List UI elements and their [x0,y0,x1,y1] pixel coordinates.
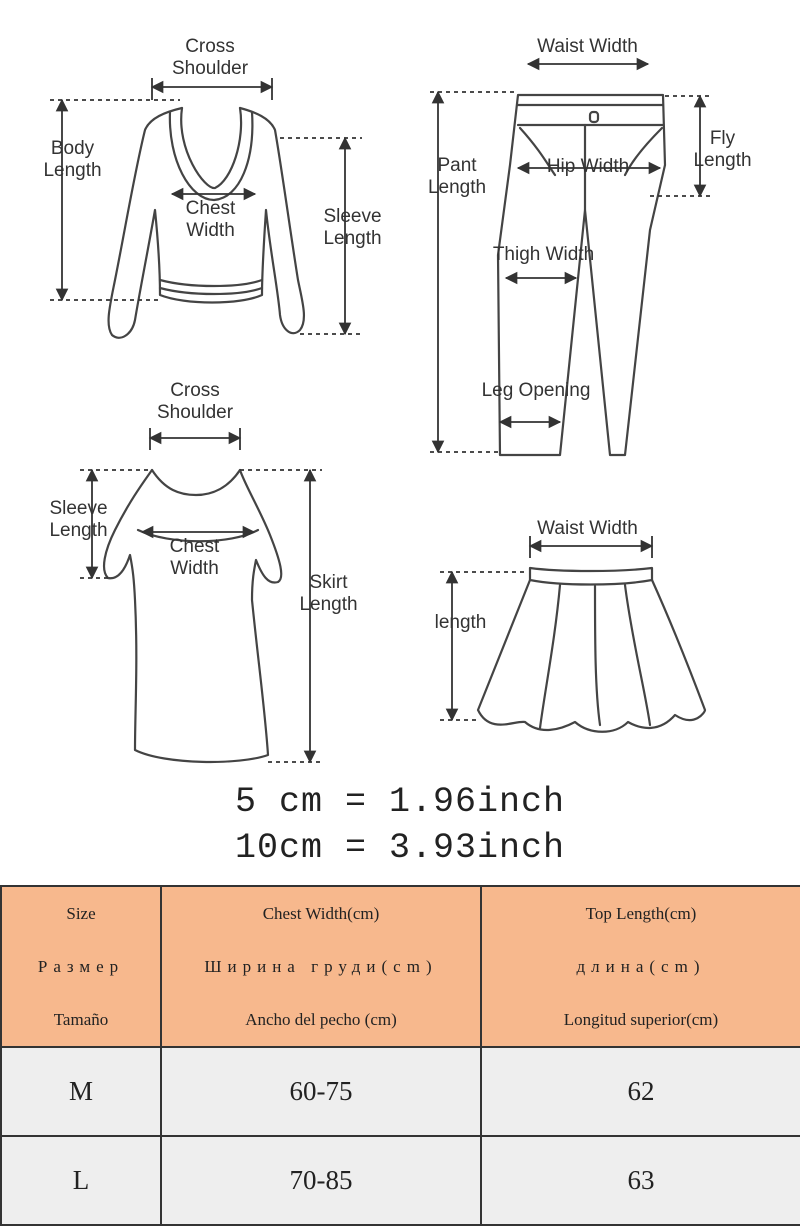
skirt-waist-width-label: Waist Width [537,518,638,539]
dress-chest-width-label: Chest Width [169,536,220,579]
header-chest-es: Ancho del pecho (cm) [245,1010,397,1029]
pant-length-label: Pant Length [427,155,487,198]
size-chart-table [0,885,800,1226]
cell-length: 62 [481,1047,800,1136]
dress-sleeve-length-label: Sleeve Length [49,498,108,541]
header-size-es: Tamaño [53,1010,109,1029]
skirt-length-measure-label: length [434,612,487,633]
header-chest-ru: Ширина груди(cm) [204,957,438,976]
header-length-es: Longitud superior(cm) [563,1010,719,1029]
header-size-en: Size [66,904,96,923]
cell-chest: 60-75 [161,1047,481,1136]
conversion-line-1: 5 cm = 1.96inch [234,782,566,822]
header-size [1,886,161,1047]
header-length-en: Top Length(cm) [585,904,697,923]
skirt-drawing [478,568,705,732]
pant-waist-width-label: Waist Width [537,36,638,57]
sleeve-length-label: Sleeve Length [323,206,382,249]
table-row [1,1136,800,1225]
dress-drawing [104,470,281,762]
body-length-label: Body Length [43,138,102,181]
cell-size: L [1,1136,161,1225]
thigh-width-label: Thigh Width [492,244,595,265]
header-chest-width [161,886,481,1047]
cell-chest: 70-85 [161,1136,481,1225]
header-length-ru: длина(cm) [576,957,706,976]
leg-opening-label: Leg Opening [481,380,591,401]
header-top-length [481,886,800,1047]
skirt-length-label: Skirt Length [299,572,358,615]
table-row [1,1047,800,1136]
cell-length: 63 [481,1136,800,1225]
header-size-ru: Размер [37,957,125,976]
conversion-line-2: 10cm = 3.93inch [234,828,566,868]
table-header-row [1,886,800,1047]
dress-cross-shoulder-label: Cross Shoulder [156,380,234,423]
cross-shoulder-label: Cross Shoulder [171,36,249,79]
header-chest-en: Chest Width(cm) [262,904,380,923]
cell-size: M [1,1047,161,1136]
fly-length-label: Fly Length [693,128,752,171]
hip-width-label: Hip Width [546,156,630,177]
chest-width-label: Chest Width [185,198,236,241]
